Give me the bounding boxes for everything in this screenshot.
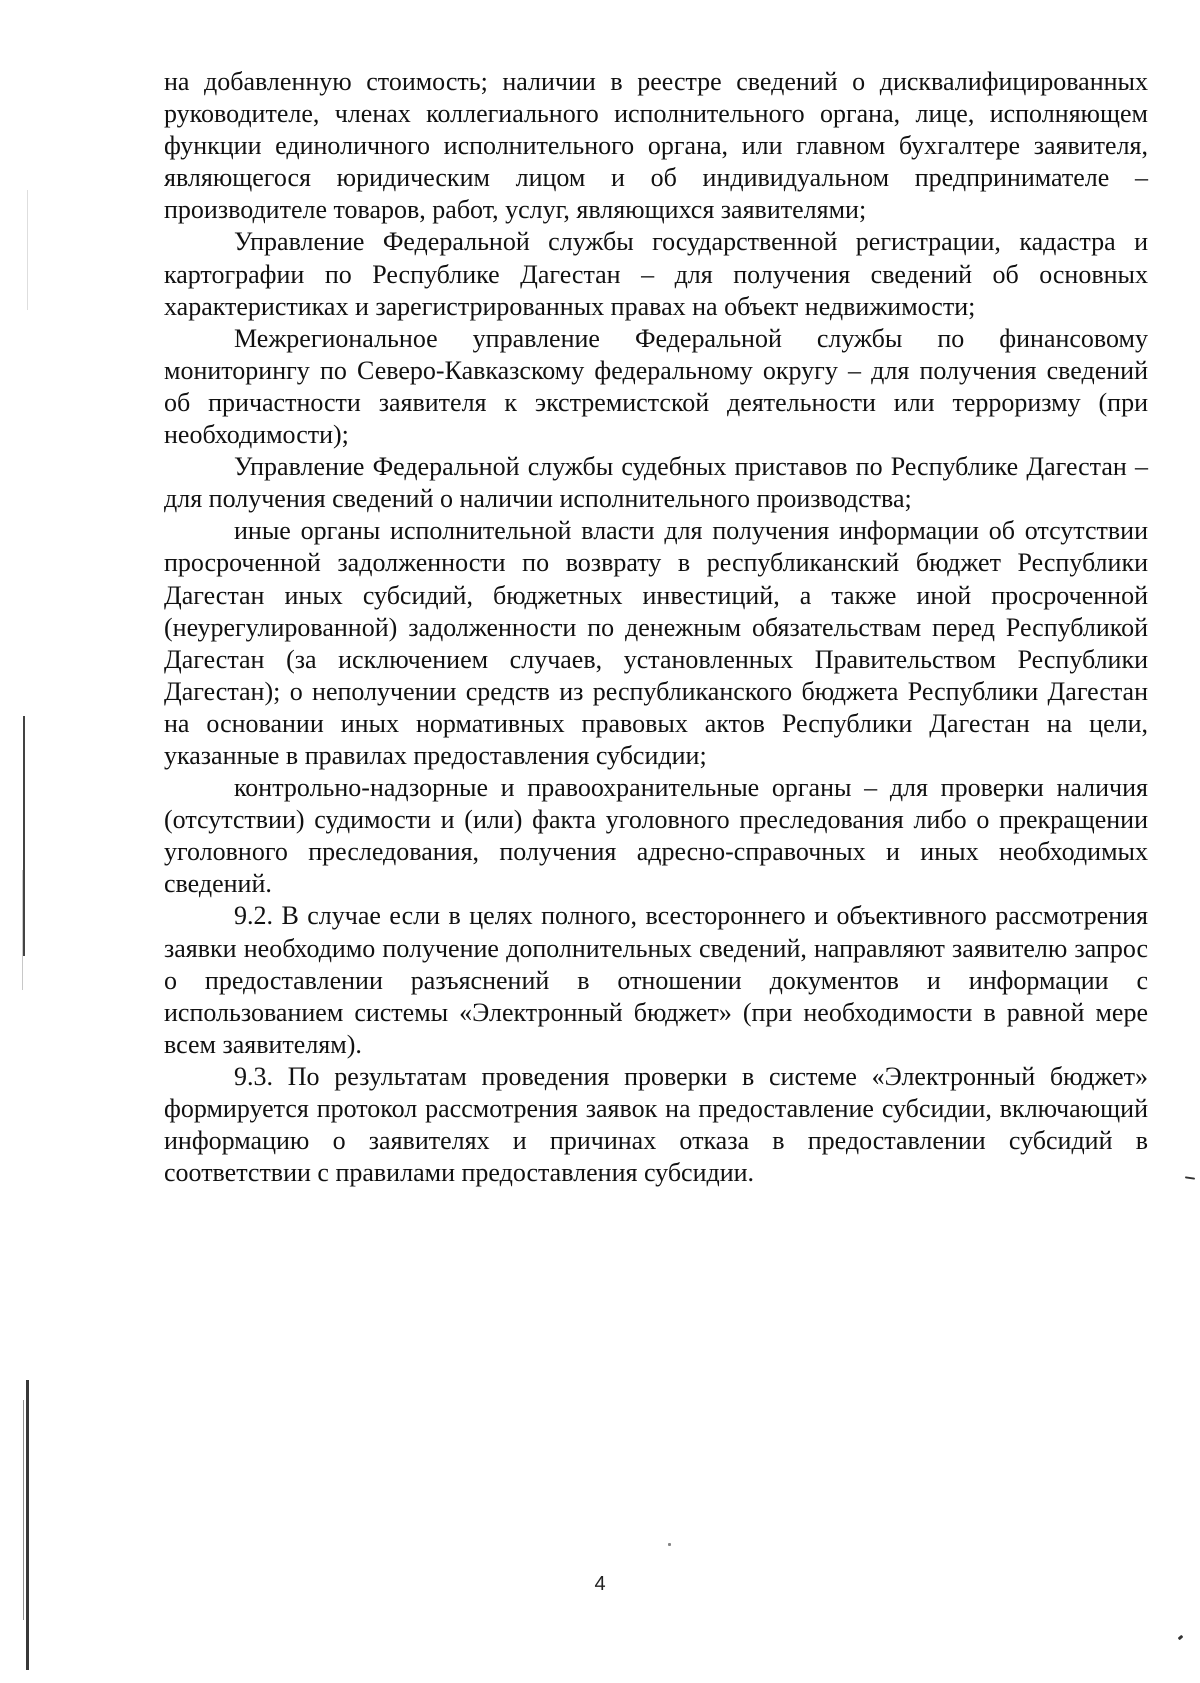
paragraph-9-2: 9.2. В случае если в целях полного, всестороннего и объективного рассмотрения заявки необходимо получение дополнительных сведений, направляют заявителю запрос о предоставлении разъяснений в отношении документов и информации с использованием системы «Электронный бюджет» (при необходимости в равной мере всем заявителям).	[164, 901, 1148, 1059]
scan-margin-mark	[23, 716, 25, 956]
scan-margin-mark	[22, 870, 23, 990]
page-number: 4	[594, 1573, 606, 1595]
paragraph-tax-disqualified: на добавленную стоимость; наличии в реестре сведений о дисквалифицированных руководителе, членах коллегиального исполнительного органа, лице, исполняющем функции единоличного исполнительного органа, или главном бухгалтере заявителя, являющегося юридическим лицом и об индивидуальном предпринимателе – производителе товаров, работ, услуг, являющихся заявителями;	[164, 67, 1148, 225]
paragraph-other-authorities: иные органы исполнительной власти для получения информации об отсутствии просроченной задолженности по возврату в республиканский бюджет Республики Дагестан иных субсидий, бюджетных инвестиций, а также иной просроченной (неурегулированной) задолженности по денежным обязательствам перед Республикой Дагестан (за исключением случаев, установленных Правительством Республики Дагестан); о неполучении средств из республиканского бюджета Республики Дагестан на основании иных нормативных правовых актов Республики Дагестан на цели, указанные в правилах предоставления субсидии;	[164, 516, 1148, 770]
scan-margin-mark	[26, 1380, 29, 1670]
paragraph-rosreestr: Управление Федеральной службы государственной регистрации, кадастра и картографии по Республике Дагестан – для получения сведений об основных характеристиках и зарегистрированных правах на объект недвижимости;	[164, 227, 1148, 321]
scan-margin-mark	[27, 190, 28, 310]
scan-speck	[1185, 1176, 1195, 1179]
scan-speck	[1178, 1635, 1184, 1641]
paragraph-financial-monitoring: Межрегиональное управление Федеральной службы по финансовому мониторингу по Северо-Кавказскому федеральному округу – для получения сведений об причастности заявителя к экстремистской деятельности или терроризму (при необходимости);	[164, 323, 1148, 450]
paragraph-bailiffs: Управление Федеральной службы судебных приставов по Республике Дагестан – для получения сведений о наличии исполнительного производства;	[164, 452, 1148, 514]
paragraph-law-enforcement: контрольно-надзорные и правоохранительные органы – для проверки наличия (отсутствии) судимости и (или) факта уголовного преследования либо о прекращении уголовного преследования, получения адресно-справочных и иных необходимых сведений.	[164, 773, 1148, 899]
scan-speck	[668, 1543, 671, 1546]
paragraph-9-3: 9.3. По результатам проведения проверки в системе «Электронный бюджет» формируется протокол рассмотрения заявок на предоставление субсидии, включающий информацию о заявителях и причинах отказа в предоставлении субсидий в соответствии с правилами предоставления субсидии.	[164, 1061, 1148, 1188]
document-body	[164, 66, 1148, 1189]
